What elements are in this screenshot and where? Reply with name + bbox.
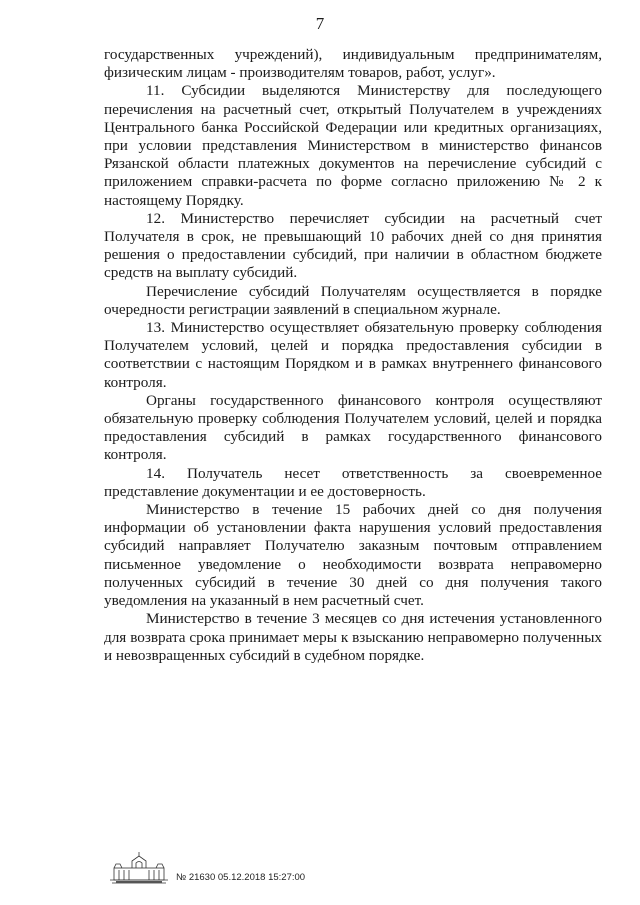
building-emblem-icon (108, 850, 170, 886)
paragraph-item-13: 13. Министерство осуществляет обязательную проверку соблюдения Получателем условий, целей и порядка предоставления субсидии в соответствии с настоящим Порядком и в рамках внутреннего финансового контроля. (104, 319, 602, 391)
paragraph-state-control: Органы государственного финансового контроля осуществляют обязательную проверку соблюдения Получателем условий, целей и порядка предоставления субсидий в рамках государственного финансового контроля. (104, 391, 602, 464)
registration-footer (108, 850, 368, 890)
page-number: 7 (315, 14, 325, 33)
paragraph-item-12: 12. Министерство перечисляет субсидии на расчетный счет Получателя в срок, не превышающий 10 рабочих дней со дня принятия решения о предоставлении субсидий, при наличии в областном бюджете средств на выплату субсидий. (104, 209, 602, 282)
document-body (104, 46, 602, 665)
registration-stamp: № 21630 05.12.2018 15:27:00 (176, 872, 306, 883)
paragraph-transfer-order: Перечисление субсидий Получателям осуществляется в порядке очередности регистрации заявлений в специальном журнале. (104, 282, 602, 318)
paragraph-item-14: 14. Получатель несет ответственность за своевременное представление документации и ее достоверность. (104, 464, 602, 500)
paragraph-court-recovery: Министерство в течение 3 месяцев со дня истечения установленного для возврата срока принимает меры к взысканию неправомерно полученных и невозвращенных субсидий в судебном порядке. (104, 610, 602, 664)
paragraph-refund-notice: Министерство в течение 15 рабочих дней со дня получения информации об установлении факта нарушения условий предоставления субсидий направляет Получателю заказным почтовым отправлением письменное уведомление о необходимости возврата неправомерно полученных субсидий в течение 30 дней со дня получения такого уведомления на указанный в нем расчетный счет. (104, 501, 602, 610)
paragraph-continuation: государственных учреждений), индивидуальным предпринимателям, физическим лицам - производителям товаров, работ, услуг». (104, 46, 602, 82)
paragraph-item-11: 11. Субсидии выделяются Министерству для последующего перечисления на расчетный счет, открытый Получателем в учреждениях Центрального банка Российской Федерации или кредитных организациях, при условии представления Министерством в министерство финансов Рязанской области платежных документов на перечисление субсидий с приложением справки-расчета по форме согласно приложению № 2 к настоящему Порядку. (104, 82, 602, 209)
